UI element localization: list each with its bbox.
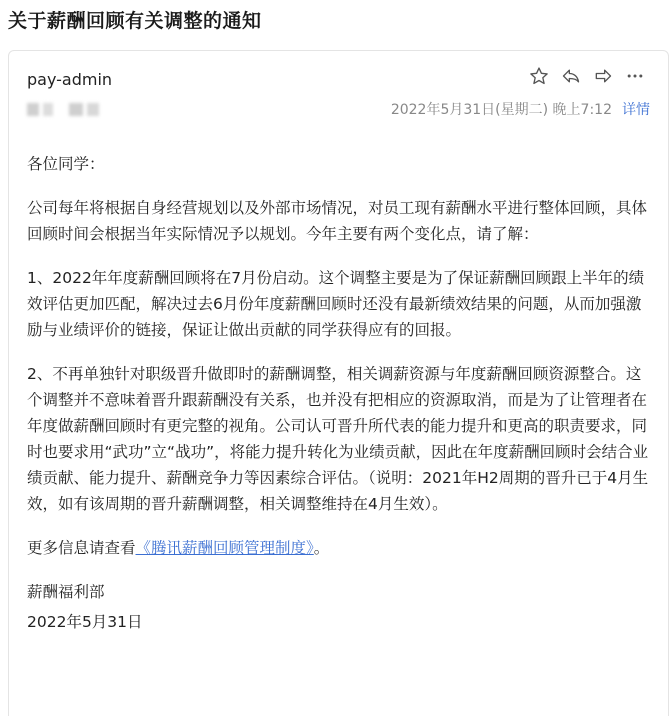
- reply-button[interactable]: [560, 65, 582, 87]
- signature-date: 2022年5月31日: [27, 613, 143, 631]
- policy-link[interactable]: 《腾讯薪酬回顾管理制度》: [135, 539, 314, 557]
- greeting: 各位同学：: [27, 155, 105, 173]
- detail-link[interactable]: 详情: [622, 102, 650, 118]
- more-info-suffix: 。: [313, 539, 330, 557]
- email-datetime: 2022年5月31日(星期二) 晚上7:12: [390, 102, 612, 118]
- star-icon: [529, 66, 549, 86]
- intro-paragraph: 公司每年将根据自身经营规划以及外部市场情况，对员工现有薪酬水平进行整体回顾，具体回顾时间会根据当年实际情况予以规划。今年主要有两个变化点，请了解：: [27, 199, 648, 243]
- more-icon: [625, 66, 645, 86]
- point-1-paragraph: 1、2022年年度薪酬回顾将在7月份启动。这个调整主要是为了保证薪酬回顾跟上半年的绩效评估更加匹配，解决过去6月份年度薪酬回顾时还没有最新绩效结果的问题，从而加强激励与业绩评价的链接，保证让做出贡献的同学获得应有的回报。: [27, 269, 645, 339]
- more-button[interactable]: [624, 65, 646, 87]
- email-card: [8, 50, 669, 716]
- more-info-prefix: 更多信息请查看: [27, 539, 136, 557]
- email-body: [27, 151, 653, 639]
- point-2-paragraph: 2、不再单独针对职级晋升做即时的薪酬调整，相关调薪资源与年度薪酬回顾资源整合。这个调整并不意味着晋升跟薪酬没有关系，也并没有把相应的资源取消，而是为了让管理者在年度做薪酬回顾时有更完整的视角。公司认可晋升所代表的能力提升和更高的职责要求，同时也要求用“武功”立“战功”，将能力提升转化为业绩贡献，因此在年度薪酬回顾时会结合业绩贡献、能力提升、薪酬竞争力等因素综合评估。（说明：2021年H2周期的晋升已于4月生效，如有该周期的晋升薪酬调整，相关调整维持在4月生效）。: [27, 365, 649, 513]
- forward-icon: [593, 66, 613, 86]
- forward-button[interactable]: [592, 65, 614, 87]
- more-info-paragraph: [27, 535, 653, 561]
- reply-icon: [561, 66, 581, 86]
- recipient-redacted: [27, 103, 117, 117]
- signature-dept: 薪酬福利部: [27, 583, 105, 601]
- email-subject: 关于薪酬回顾有关调整的通知: [8, 10, 262, 32]
- sender-name[interactable]: pay-admin: [27, 70, 113, 89]
- star-button[interactable]: [528, 65, 550, 87]
- email-meta: [391, 99, 650, 119]
- email-actions-toolbar: [518, 65, 646, 87]
